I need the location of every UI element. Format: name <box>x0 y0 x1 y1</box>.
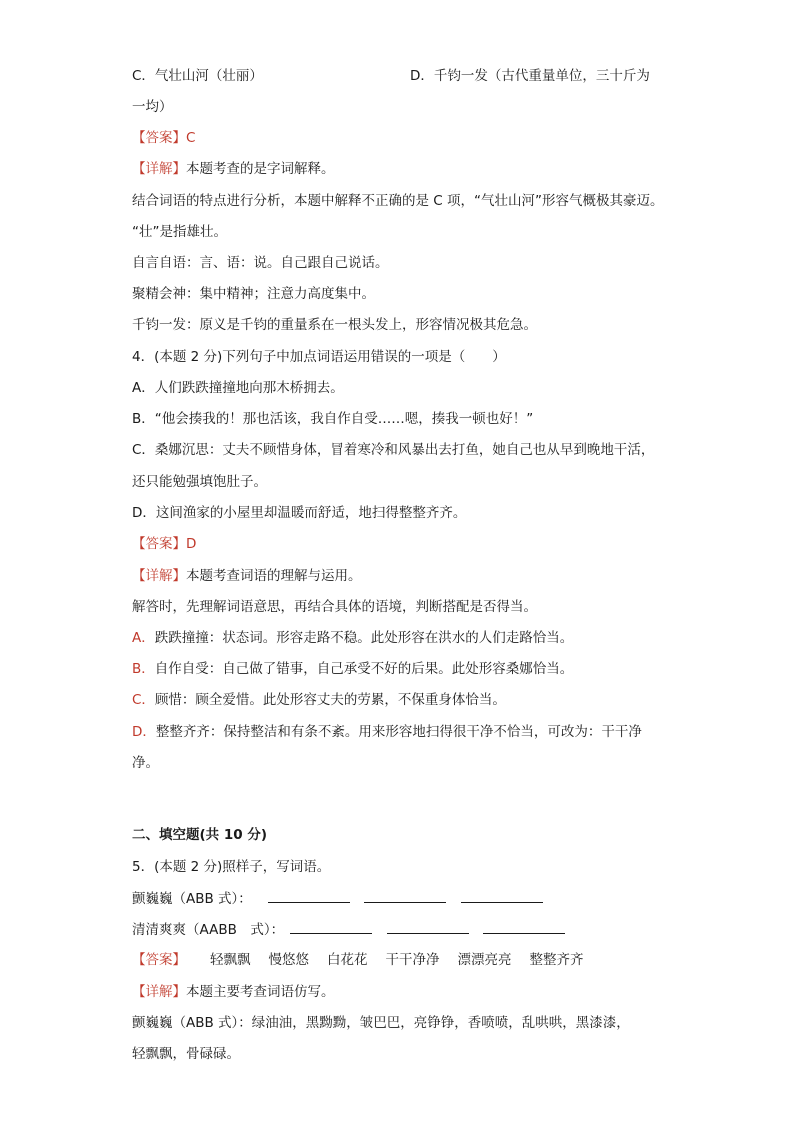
answer-word: 干干净净 <box>385 952 440 968</box>
explain-c-label: C． <box>132 692 155 708</box>
section-title: 二、填空题(共 10 分) <box>132 827 268 843</box>
answer-label: 【答案】 <box>132 130 186 146</box>
answer-blank[interactable] <box>290 919 372 934</box>
q4-answer <box>132 534 196 554</box>
row-1-label: 颤巍巍（ABB 式）： <box>132 891 252 907</box>
q4-explain-b <box>132 659 573 679</box>
explain-d-label: D． <box>132 724 156 740</box>
answer-blank[interactable] <box>268 888 350 903</box>
detail-text: 本题考查词语的理解与运用。 <box>186 568 362 584</box>
detail-label: 【详解】 <box>132 984 186 1000</box>
q3-analysis-1: 结合词语的特点进行分析，本题中解释不正确的是 C 项，“气壮山河”形容气概极其豪迈。 <box>132 193 664 209</box>
q3-option-d: D．千钧一发（古代重量单位，三十斤为 <box>410 68 650 84</box>
explain-a-text: 跌跌撞撞：状态词。形容走路不稳。此处形容在洪水的人们走路恰当。 <box>154 630 574 646</box>
q4-stem: 4．(本题 2 分)下列句子中加点词语运用错误的一项是（ ） <box>132 349 506 365</box>
explain-b-text: 自作自受：自己做了错事，自己承受不好的后果。此处形容桑娜恰当。 <box>154 661 574 677</box>
answer-label: 【答案】 <box>132 952 186 968</box>
q4-method: 解答时，先理解词语意思，再结合具体的语境，判断搭配是否得当。 <box>132 599 537 615</box>
q3-item-2: 聚精会神：集中精神；注意力高度集中。 <box>132 286 375 302</box>
answer-word: 轻飘飘 <box>210 952 251 968</box>
q3-detail <box>132 159 335 179</box>
q5-detail <box>132 982 335 1002</box>
detail-text: 本题主要考查词语仿写。 <box>186 984 335 1000</box>
answer-blank[interactable] <box>461 888 543 903</box>
q4-option-b: B．“他会揍我的！那也活该，我自作自受……嗯，揍我一顿也好！” <box>132 411 534 427</box>
q3-item-1: 自言自语：言、语：说。自己跟自己说话。 <box>132 255 389 271</box>
q3-option-d-cont: 一均） <box>132 99 173 115</box>
q4-option-d: D．这间渔家的小屋里却温暖而舒适，地扫得整整齐齐。 <box>132 505 467 521</box>
explain-c-text: 顾惜：顾全爱惜。此处形容丈夫的劳累，不保重身体恰当。 <box>154 692 506 708</box>
detail-text: 本题考查的是字词解释。 <box>186 161 335 177</box>
q5-row-1 <box>132 888 543 908</box>
detail-label: 【详解】 <box>132 161 186 177</box>
q4-option-a: A．人们跌跌撞撞地向那木桥拥去。 <box>132 380 344 396</box>
answer-word: 慢悠悠 <box>268 952 309 968</box>
answer-label: 【答案】 <box>132 536 186 552</box>
answer-blank[interactable] <box>483 919 565 934</box>
q5-explain-2: 轻飘飘，骨碌碌。 <box>132 1046 240 1062</box>
answer-value: C <box>186 130 196 146</box>
explain-a-label: A． <box>132 630 155 646</box>
answer-blank[interactable] <box>364 888 446 903</box>
q4-option-c: C．桑娜沉思：丈夫不顾惜身体，冒着寒冷和风暴出去打鱼，她自己也从早到晚地干活， <box>132 442 655 458</box>
q5-row-2 <box>132 919 565 939</box>
row-2-label: 清清爽爽（AABB 式）： <box>132 922 285 938</box>
detail-label: 【详解】 <box>132 568 186 584</box>
q5-explain-1: 颤巍巍（ABB 式）：绿油油，黑黝黝，皱巴巴，亮铮铮，香喷喷，乱哄哄，黑漆漆， <box>132 1015 630 1031</box>
answer-value: D <box>186 536 197 552</box>
explain-b-label: B． <box>132 661 155 677</box>
answer-blank[interactable] <box>387 919 469 934</box>
q3-option-c: C．气壮山河（壮丽） <box>132 68 263 84</box>
q5-answer <box>132 950 602 970</box>
q4-option-c-cont: 还只能勉强填饱肚子。 <box>132 474 267 490</box>
q4-explain-d-cont: 净。 <box>132 755 159 771</box>
answer-word: 漂漂亮亮 <box>457 952 512 968</box>
q4-explain-c <box>132 690 506 710</box>
q3-item-3: 千钧一发：原义是千钧的重量系在一根头发上，形容情况极其危急。 <box>132 317 537 333</box>
answer-word: 整整齐齐 <box>529 952 584 968</box>
q4-explain-a <box>132 628 573 648</box>
q5-stem: 5．(本题 2 分)照样子，写词语。 <box>132 859 331 875</box>
explain-d-text: 整整齐齐：保持整洁和有条不紊。用来形容地扫得很干净不恰当，可改为：干干净 <box>155 724 642 740</box>
answer-word: 白花花 <box>327 952 368 968</box>
q3-analysis-2: “壮”是指雄壮。 <box>132 224 227 240</box>
q4-explain-d <box>132 722 642 742</box>
q3-answer <box>132 128 195 148</box>
q4-detail <box>132 566 362 586</box>
